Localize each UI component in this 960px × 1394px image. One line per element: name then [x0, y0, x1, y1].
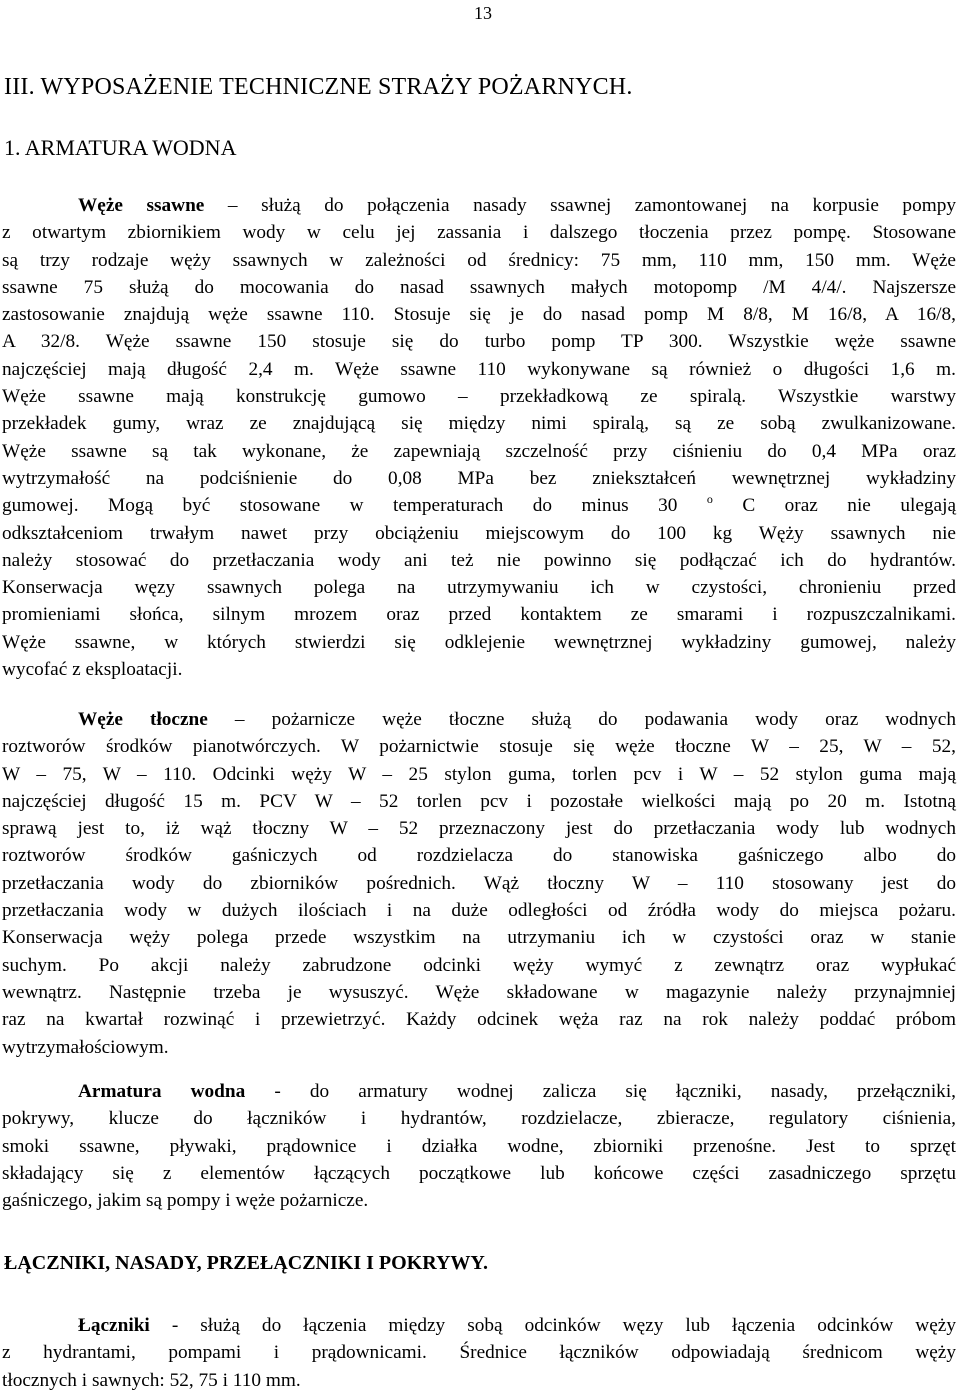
term-laczniki: Łączniki	[78, 1315, 150, 1336]
paragraph-line: najczęściej mają długość 2,4 m. Węże ssawne 110 wykonywane są również o długości 1,6 m.	[2, 358, 956, 380]
paragraph-line: zastosowanie znajdują węże ssawne 110. Stosuje się je do nasad pomp M 8/8, M 16/8, A 16/8,	[2, 304, 956, 326]
paragraph-line: A 32/8. Węże ssawne 150 stosuje się do turbo pomp TP 300. Wszystkie węże ssawne	[2, 331, 956, 353]
paragraph-weze-ssawne	[2, 192, 956, 683]
page-number: 13	[474, 3, 492, 23]
paragraph-line: należy stosować do przetłaczania wody ani też nie powinno się podłączać ich do hydrantów.	[2, 549, 956, 571]
paragraph-line: tłocznych i sawnych: 52, 75 i 110 mm.	[2, 1369, 301, 1391]
paragraph-line: Węże ssawne są tak wykonane, że zapewniają szczelność przy ciśnieniu do 0,4 MPa oraz	[2, 440, 956, 462]
paragraph-line: roztworów środków pianotwórczych. W pożarnictwie stosuje się węże tłoczne W – 25, W – 52,	[2, 736, 956, 758]
paragraph-armatura-wodna	[2, 1078, 956, 1214]
paragraph-line: smoki ssawne, pływaki, prądownice i działka wodne, zbiorniki przenośne. Jest to sprzęt	[2, 1135, 956, 1157]
paragraph-line: ssawne 75 służą do mocowania do nasad ssawnych małych motopomp /M 4/4/. Najszersze	[2, 276, 956, 298]
degree-mark: o	[706, 492, 713, 507]
paragraph-line: roztworów środków gaśniczych od rozdzielacza do stanowiska gaśniczego albo do	[2, 845, 956, 867]
paragraph-line: pokrywy, klucze do łączników i hydrantów, rozdzielacze, zbieracze, regulatory ciśnienia,	[2, 1108, 956, 1130]
paragraph-line: z otwartym zbiornikiem wody w celu jej zassania i dalszego tłoczenia przez pompę. Stosowane	[2, 222, 956, 244]
paragraph-line: wewnątrz. Następnie trzeba je wysuszyć. Węże składowane w magazynie należy przynajmniej	[2, 981, 956, 1003]
paragraph-line: odkształceniom trwałym nawet przy obciążeniu miejscowym do 100 kg Węży ssawnych nie	[2, 522, 956, 544]
paragraph-line: najczęściej długość 15 m. PCV W – 52 torlen pcv i pozostałe wielkości mają po 20 m. Istotną	[2, 790, 956, 812]
subheading-laczniki: ŁĄCZNIKI, NASADY, PRZEŁĄCZNIKI I POKRYWY.	[4, 1252, 489, 1274]
paragraph-line: Konserwacja węży polega przede wszystkim na utrzymaniu ich w czystości oraz w stanie	[2, 927, 956, 949]
paragraph-line: gumowej. Mogą być stosowane w temperaturach do minus 30 $^o$ C oraz nie ulegają	[2, 492, 956, 517]
paragraph-line: wycofać z eksploatacji.	[2, 659, 183, 681]
paragraph-line: przetłaczania wody do zbiorników pośrednich. Wąż tłoczny W – 110 stosowany jest do	[2, 872, 956, 894]
paragraph-line: Węże ssawne – służą do połączenia nasady ssawnej zamontowanej na korpusie pompy	[78, 195, 956, 216]
paragraph-line: składający się z elementów łączących początkowe lub końcowe części zasadniczego sprzętu	[2, 1162, 956, 1184]
chapter-title: III. WYPOSAŻENIE TECHNICZNE STRAŻY POŻARNYCH.	[4, 74, 633, 100]
paragraph-line: Łączniki - służą do łączenia między sobą odcinków węzy lub łączenia odcinków węży	[78, 1315, 956, 1336]
paragraph-line: są trzy rodzaje węży ssawnych w zależności od średnicy: 75 mm, 110 mm, 150 mm. Węże	[2, 249, 956, 271]
term-weze-tloczne: Węże tłoczne	[78, 709, 208, 730]
paragraph-line: sprawą jest to, iż wąż tłoczny W – 52 przeznaczony jest do przetłaczania wody lub wodnych	[2, 818, 956, 840]
paragraph-line: przetłaczania wody w dużych ilościach i na duże odległości od źródła wody do miejsca pożaru.	[2, 900, 956, 922]
paragraph-line: promieniami słońca, silnym mrozem oraz przed kontaktem ze smarami i rozpuszczalnikami.	[2, 604, 956, 626]
paragraph-line: wytrzymałość na podciśnienie do 0,08 MPa bez zniekształceń wewnętrznej wykładziny	[2, 467, 956, 489]
term-armatura-wodna: Armatura wodna	[78, 1081, 246, 1102]
paragraph-line: z hydrantami, pompami i prądownicami. Średnice łączników odpowiadają średnicom węży	[2, 1342, 956, 1364]
term-weze-ssawne: Węże ssawne	[78, 195, 205, 216]
paragraph-line: Węże ssawne mają konstrukcję gumowo – przekładkową ze spiralą. Wszystkie warstwy	[2, 386, 956, 408]
paragraph-line: Węże tłoczne – pożarnicze węże tłoczne służą do podawania wody oraz wodnych	[78, 709, 956, 730]
paragraph-line: Konserwacja węzy ssawnych polega na utrzymywaniu ich w czystości, chronieniu przed	[2, 577, 956, 599]
paragraph-line: przekładek gumy, wraz ze znajdującą się między nimi spiralą, są ze sobą zwulkanizowane.	[2, 413, 956, 435]
paragraph-line: wytrzymałościowym.	[2, 1036, 169, 1058]
paragraph-laczniki	[2, 1312, 956, 1394]
paragraph-line: Węże ssawne, w których stwierdzi się odklejenie wewnętrznej wykładziny gumowej, należy	[2, 631, 956, 653]
paragraph-line: Armatura wodna - do armatury wodnej zalicza się łączniki, nasady, przełączniki,	[78, 1081, 956, 1102]
paragraph-line: raz na kwartał rozwinąć i przewietrzyć. Każdy odcinek węża raz na rok należy poddać próbom	[2, 1009, 956, 1031]
paragraph-weze-tloczne	[2, 706, 956, 1061]
paragraph-line: gaśniczego, jakim są pompy i węże pożarnicze.	[2, 1190, 369, 1212]
paragraph-line: W – 75, W – 110. Odcinki węży W – 25 stylon guma, torlen pcv i W – 52 stylon guma mają	[2, 763, 956, 785]
paragraph-line: suchym. Po akcji należy zabrudzone odcinki węży wymyć z zewnątrz oraz wypłukać	[2, 954, 956, 976]
section-title: 1. ARMATURA WODNA	[4, 135, 237, 160]
